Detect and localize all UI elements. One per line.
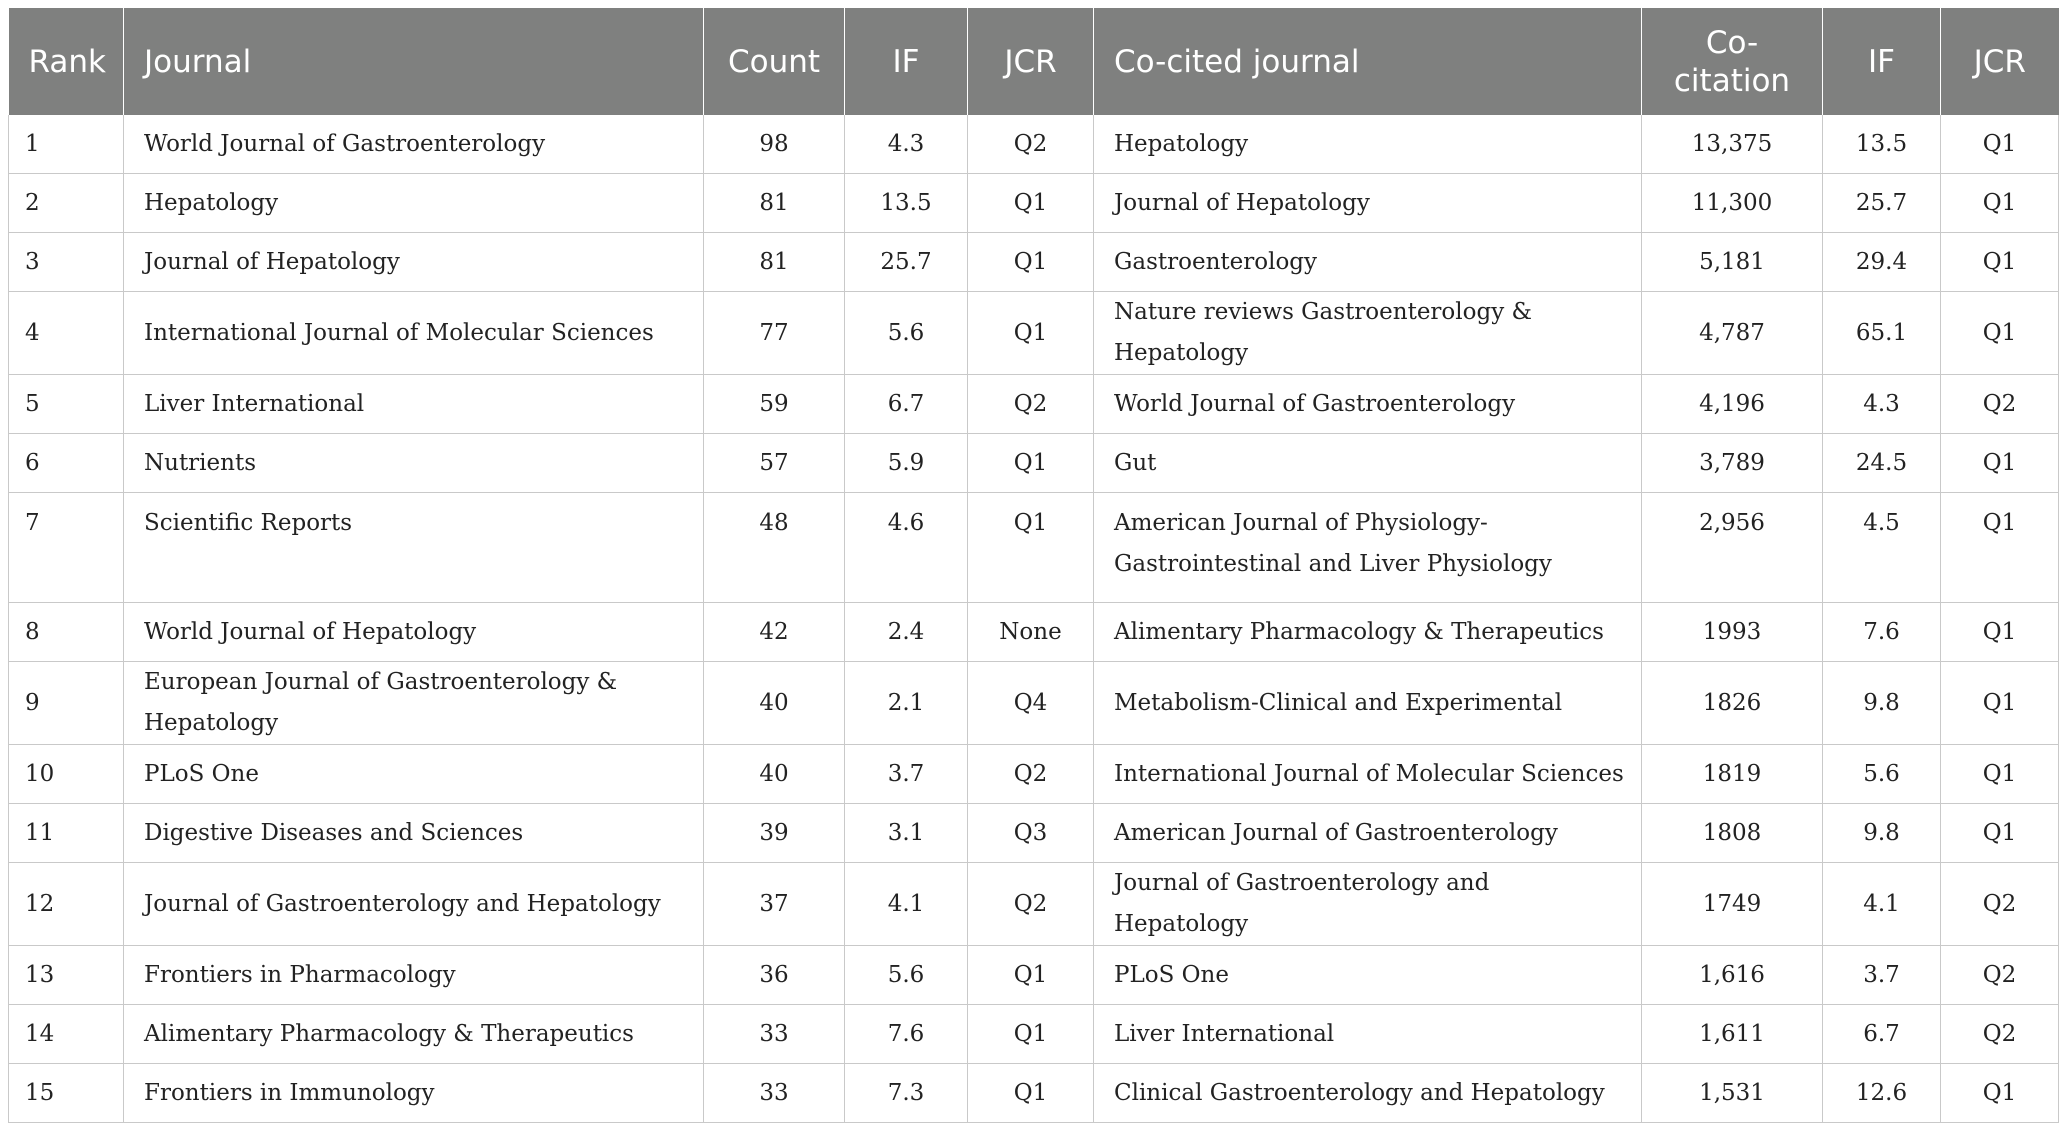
- cell-if-cocited: 24.5: [1823, 434, 1941, 493]
- cell-co-citation: 11,300: [1642, 174, 1823, 233]
- cell-if-cocited: 65.1: [1823, 292, 1941, 375]
- cell-journal: Journal of Gastroenterology and Hepatology: [124, 863, 704, 946]
- header-jcr-cocited: JCR: [1941, 8, 2059, 115]
- cell-co-cited-journal: Journal of Hepatology: [1094, 174, 1642, 233]
- cell-if-cocited: 9.8: [1823, 662, 1941, 745]
- cell-co-cited-journal: Journal of Gastroenterology and Hepatology: [1094, 863, 1642, 946]
- cell-jcr: Q1: [968, 1005, 1094, 1064]
- header-co-citation: [1642, 8, 1823, 115]
- cell-if-cocited: 6.7: [1823, 1005, 1941, 1064]
- cell-co-cited-journal: PLoS One: [1094, 946, 1642, 1005]
- cell-jcr: Q1: [968, 292, 1094, 375]
- cell-rank: 11: [9, 804, 124, 863]
- cell-jcr: Q2: [968, 745, 1094, 804]
- cell-jcr-cocited: Q1: [1941, 493, 2059, 603]
- cell-rank: 8: [9, 603, 124, 662]
- cell-if: 5.6: [845, 292, 968, 375]
- cell-co-citation: 1,611: [1642, 1005, 1823, 1064]
- header-co-citation-line1: Co-: [1705, 24, 1759, 61]
- cell-jcr: Q2: [968, 375, 1094, 434]
- table-row: [9, 292, 2059, 375]
- cell-journal: Digestive Diseases and Sciences: [124, 804, 704, 863]
- cell-jcr-cocited: Q1: [1941, 1064, 2059, 1123]
- cell-journal: World Journal of Hepatology: [124, 603, 704, 662]
- table-row: [9, 174, 2059, 233]
- cell-rank: 1: [9, 115, 124, 174]
- cell-jcr-cocited: Q1: [1941, 662, 2059, 745]
- cell-count: 36: [704, 946, 845, 1005]
- journal-table-container: [8, 8, 2058, 1123]
- cell-count: 81: [704, 174, 845, 233]
- cell-rank: 6: [9, 434, 124, 493]
- cell-if-cocited: 29.4: [1823, 233, 1941, 292]
- cell-if: 4.1: [845, 863, 968, 946]
- cell-if: 4.6: [845, 493, 968, 603]
- cell-jcr-cocited: Q2: [1941, 863, 2059, 946]
- cell-co-citation: 1993: [1642, 603, 1823, 662]
- table-row: [9, 1005, 2059, 1064]
- cell-if: 5.9: [845, 434, 968, 493]
- table-row: [9, 946, 2059, 1005]
- cell-co-citation: 1826: [1642, 662, 1823, 745]
- cell-journal: International Journal of Molecular Sciences: [124, 292, 704, 375]
- cell-co-cited-journal: International Journal of Molecular Sciences: [1094, 745, 1642, 804]
- header-count: Count: [704, 8, 845, 115]
- header-co-citation-line2: citation: [1673, 62, 1791, 99]
- cell-co-cited-journal: Liver International: [1094, 1005, 1642, 1064]
- cell-co-cited-journal: American Journal of Gastroenterology: [1094, 804, 1642, 863]
- cell-count: 40: [704, 662, 845, 745]
- cell-co-cited-journal: World Journal of Gastroenterology: [1094, 375, 1642, 434]
- cell-jcr: Q2: [968, 863, 1094, 946]
- cell-co-citation: 13,375: [1642, 115, 1823, 174]
- cell-rank: 15: [9, 1064, 124, 1123]
- cell-rank: 12: [9, 863, 124, 946]
- cell-jcr-cocited: Q1: [1941, 115, 2059, 174]
- header-row: [9, 8, 2059, 115]
- cell-jcr: Q1: [968, 434, 1094, 493]
- header-jcr: JCR: [968, 8, 1094, 115]
- cell-if-cocited: 4.1: [1823, 863, 1941, 946]
- cell-jcr: Q1: [968, 174, 1094, 233]
- cell-jcr: None: [968, 603, 1094, 662]
- cell-jcr-cocited: Q1: [1941, 603, 2059, 662]
- cell-journal: Liver International: [124, 375, 704, 434]
- header-if: IF: [845, 8, 968, 115]
- cell-count: 40: [704, 745, 845, 804]
- cell-journal: Frontiers in Pharmacology: [124, 946, 704, 1005]
- table-row: [9, 493, 2059, 603]
- table-body: [9, 115, 2059, 1123]
- cell-co-citation: 1,616: [1642, 946, 1823, 1005]
- header-co-cited-journal: Co-cited journal: [1094, 8, 1642, 115]
- cell-co-cited-journal: Clinical Gastroenterology and Hepatology: [1094, 1064, 1642, 1123]
- cell-rank: 10: [9, 745, 124, 804]
- cell-count: 42: [704, 603, 845, 662]
- cell-co-citation: 5,181: [1642, 233, 1823, 292]
- cell-jcr-cocited: Q1: [1941, 745, 2059, 804]
- cell-if: 5.6: [845, 946, 968, 1005]
- cell-co-cited-journal: Hepatology: [1094, 115, 1642, 174]
- cell-co-cited-journal: Metabolism-Clinical and Experimental: [1094, 662, 1642, 745]
- cell-if-cocited: 3.7: [1823, 946, 1941, 1005]
- cell-if-cocited: 13.5: [1823, 115, 1941, 174]
- cell-if: 13.5: [845, 174, 968, 233]
- table-row: [9, 434, 2059, 493]
- cell-jcr: Q1: [968, 493, 1094, 603]
- cell-journal: Scientific Reports: [124, 493, 704, 603]
- cell-count: 81: [704, 233, 845, 292]
- cell-count: 37: [704, 863, 845, 946]
- cell-co-citation: 1819: [1642, 745, 1823, 804]
- journal-cocitation-table: [8, 8, 2059, 1123]
- table-row: [9, 1064, 2059, 1123]
- cell-journal: World Journal of Gastroenterology: [124, 115, 704, 174]
- cell-rank: 3: [9, 233, 124, 292]
- header-if-cocited: IF: [1823, 8, 1941, 115]
- cell-jcr: Q1: [968, 233, 1094, 292]
- cell-count: 33: [704, 1005, 845, 1064]
- cell-jcr-cocited: Q1: [1941, 174, 2059, 233]
- cell-if-cocited: 4.5: [1823, 493, 1941, 603]
- cell-co-citation: 1,531: [1642, 1064, 1823, 1123]
- cell-if: 7.3: [845, 1064, 968, 1123]
- cell-jcr-cocited: Q1: [1941, 804, 2059, 863]
- cell-jcr: Q1: [968, 1064, 1094, 1123]
- cell-rank: 7: [9, 493, 124, 603]
- cell-co-cited-journal: Gastroenterology: [1094, 233, 1642, 292]
- cell-jcr: Q1: [968, 946, 1094, 1005]
- cell-count: 48: [704, 493, 845, 603]
- cell-co-cited-journal: American Journal of Physiology-Gastrointestinal and Liver Physiology: [1094, 493, 1642, 603]
- cell-if-cocited: 7.6: [1823, 603, 1941, 662]
- cell-jcr-cocited: Q1: [1941, 233, 2059, 292]
- cell-rank: 2: [9, 174, 124, 233]
- cell-jcr-cocited: Q2: [1941, 946, 2059, 1005]
- cell-journal: Journal of Hepatology: [124, 233, 704, 292]
- table-row: [9, 115, 2059, 174]
- cell-rank: 13: [9, 946, 124, 1005]
- cell-if: 4.3: [845, 115, 968, 174]
- cell-co-cited-journal: Nature reviews Gastroenterology & Hepatology: [1094, 292, 1642, 375]
- cell-if-cocited: 5.6: [1823, 745, 1941, 804]
- cell-if: 7.6: [845, 1005, 968, 1064]
- cell-jcr: Q3: [968, 804, 1094, 863]
- cell-rank: 4: [9, 292, 124, 375]
- cell-journal: Hepatology: [124, 174, 704, 233]
- cell-co-citation: 4,787: [1642, 292, 1823, 375]
- cell-co-citation: 4,196: [1642, 375, 1823, 434]
- table-header: [9, 8, 2059, 115]
- cell-jcr-cocited: Q2: [1941, 375, 2059, 434]
- cell-co-citation: 2,956: [1642, 493, 1823, 603]
- header-rank: Rank: [9, 8, 124, 115]
- cell-count: 57: [704, 434, 845, 493]
- table-row: [9, 375, 2059, 434]
- cell-co-citation: 1749: [1642, 863, 1823, 946]
- header-journal: Journal: [124, 8, 704, 115]
- cell-if: 25.7: [845, 233, 968, 292]
- cell-count: 59: [704, 375, 845, 434]
- table-row: [9, 662, 2059, 745]
- cell-count: 33: [704, 1064, 845, 1123]
- cell-if: 2.1: [845, 662, 968, 745]
- cell-jcr: Q2: [968, 115, 1094, 174]
- cell-if: 2.4: [845, 603, 968, 662]
- cell-journal: PLoS One: [124, 745, 704, 804]
- table-row: [9, 804, 2059, 863]
- cell-if: 3.7: [845, 745, 968, 804]
- cell-rank: 14: [9, 1005, 124, 1064]
- cell-if-cocited: 25.7: [1823, 174, 1941, 233]
- cell-journal: Frontiers in Immunology: [124, 1064, 704, 1123]
- cell-rank: 5: [9, 375, 124, 434]
- cell-if-cocited: 9.8: [1823, 804, 1941, 863]
- table-row: [9, 745, 2059, 804]
- cell-co-citation: 1808: [1642, 804, 1823, 863]
- cell-co-cited-journal: Alimentary Pharmacology & Therapeutics: [1094, 603, 1642, 662]
- cell-jcr-cocited: Q1: [1941, 434, 2059, 493]
- table-row: [9, 863, 2059, 946]
- cell-count: 98: [704, 115, 845, 174]
- cell-journal: European Journal of Gastroenterology & Hepatology: [124, 662, 704, 745]
- cell-journal: Alimentary Pharmacology & Therapeutics: [124, 1005, 704, 1064]
- table-row: [9, 603, 2059, 662]
- table-row: [9, 233, 2059, 292]
- cell-count: 77: [704, 292, 845, 375]
- cell-if-cocited: 4.3: [1823, 375, 1941, 434]
- cell-co-cited-journal: Gut: [1094, 434, 1642, 493]
- cell-if-cocited: 12.6: [1823, 1064, 1941, 1123]
- cell-if: 3.1: [845, 804, 968, 863]
- cell-jcr-cocited: Q2: [1941, 1005, 2059, 1064]
- cell-if: 6.7: [845, 375, 968, 434]
- cell-rank: 9: [9, 662, 124, 745]
- cell-co-citation: 3,789: [1642, 434, 1823, 493]
- cell-journal: Nutrients: [124, 434, 704, 493]
- cell-jcr-cocited: Q1: [1941, 292, 2059, 375]
- cell-count: 39: [704, 804, 845, 863]
- cell-jcr: Q4: [968, 662, 1094, 745]
